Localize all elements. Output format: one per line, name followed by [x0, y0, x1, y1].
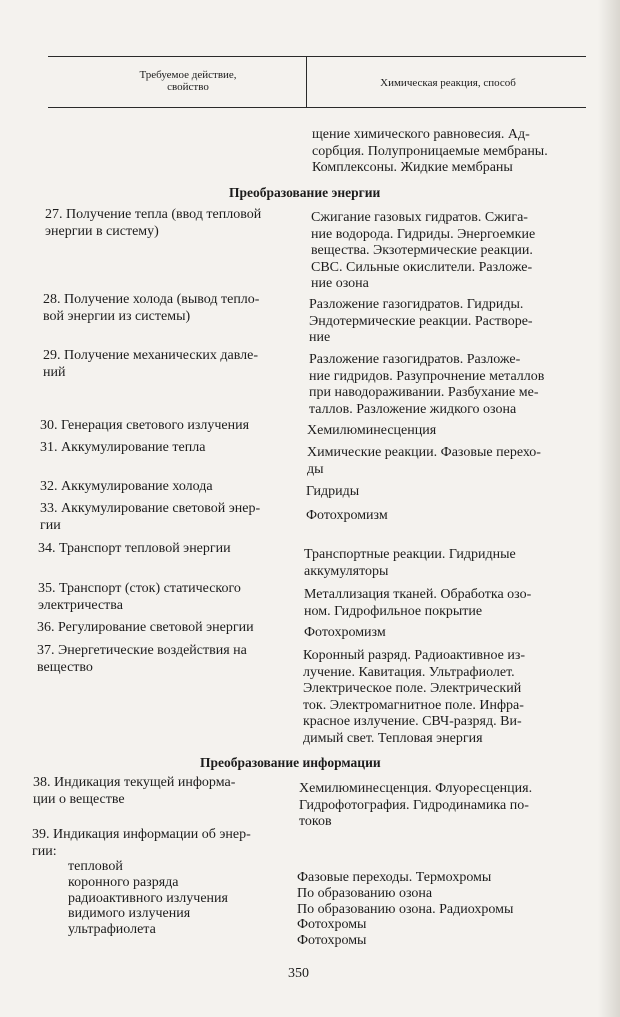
- row-27-property: 27. Получение тепла (ввод тепловой энергии в систему): [45, 207, 262, 239]
- row-32-property: 32. Аккумулирование холода: [40, 479, 213, 494]
- row-27-reaction: Сжигание газовых гидратов. Сжига- ние водорода. Гидриды. Энергоемкие вещества. Экзотермические реакции. СВС. Сильные окислители. Разложе- ние озона: [311, 210, 536, 291]
- row-39-property: 39. Индикация информации об энер- гии:: [32, 827, 251, 859]
- row-35-property: 35. Транспорт (сток) статического электричества: [38, 581, 241, 613]
- header-divider: [306, 57, 307, 107]
- row-29-property: 29. Получение механических давле- ний: [43, 348, 259, 380]
- row-29-reaction: Разложение газогидратов. Разложе- ние гидридов. Разупрочнение металлов при наводораживании. Разбухание ме- таллов. Разложение жидкого озона: [309, 352, 545, 417]
- row-30-property: 30. Генерация светового излучения: [40, 418, 250, 433]
- row-34-reaction: Транспортные реакции. Гидридные аккумуляторы: [304, 547, 516, 579]
- row-37-property: 37. Энергетические воздействия на вещество: [37, 643, 247, 675]
- row-28-property: 28. Получение холода (вывод тепло- вой энергии из системы): [43, 292, 260, 324]
- row-34-property: 34. Транспорт тепловой энергии: [38, 541, 231, 556]
- row-28-reaction: Разложение газогидратов. Гидриды. Эндотермические реакции. Растворе- ние: [309, 297, 533, 345]
- row-38-property: 38. Индикация текущей информа- ции о веществе: [33, 775, 236, 807]
- row-38-reaction: Хемилюминесценция. Флуоресценция. Гидрофотография. Гидродинамика по- токов: [299, 781, 533, 829]
- row-36-reaction: Фотохромизм: [304, 625, 386, 640]
- section-title-information: Преобразование информации: [200, 755, 381, 770]
- row-37-reaction: Коронный разряд. Радиоактивное из- лучение. Кавитация. Ультрафиолет. Электрическое поле. Электрический ток. Электромагнитное поле. Инфра- красное излучение. СВЧ-разряд. Ви- димый свет. Тепловая энергия: [303, 648, 526, 746]
- row-39-sub-reactions: Фазовые переходы. Термохромы По образованию озона По образованию озона. Радиохромы Фотохромы Фотохромы: [297, 870, 514, 949]
- page-edge-shadow: [598, 0, 620, 1017]
- header-right-cell: Химическая реакция, способ: [380, 77, 516, 89]
- table-header: [48, 56, 586, 108]
- row-33-property: 33. Аккумулирование световой энер- гии: [40, 501, 261, 533]
- row-31-property: 31. Аккумулирование тепла: [40, 440, 206, 455]
- page-number: 350: [288, 966, 309, 981]
- row-32-reaction: Гидриды: [306, 484, 360, 499]
- row-33-reaction: Фотохромизм: [306, 508, 388, 523]
- row-36-property: 36. Регулирование световой энергии: [37, 620, 254, 635]
- header-left-line1: Требуемое действие,: [139, 69, 237, 81]
- header-left-line2: свойство: [167, 81, 209, 93]
- header-left-cell: [98, 69, 278, 93]
- row-35-reaction: Металлизация тканей. Обработка озо- ном. Гидрофильное покрытие: [304, 587, 532, 619]
- row-31-reaction: Химические реакции. Фазовые перехо- ды: [307, 445, 541, 477]
- row-39-sub-properties: тепловой коронного разряда радиоактивного излучения видимого излучения ультрафиолета: [68, 859, 228, 938]
- row-30-reaction: Хемилюминесценция: [307, 423, 437, 438]
- section-title-energy: Преобразование энергии: [229, 185, 381, 200]
- continuation-text: щение химического равновесия. Ад- сорбция. Полупроницаемые мембраны. Комплексоны. Жидкие мембраны: [312, 127, 548, 175]
